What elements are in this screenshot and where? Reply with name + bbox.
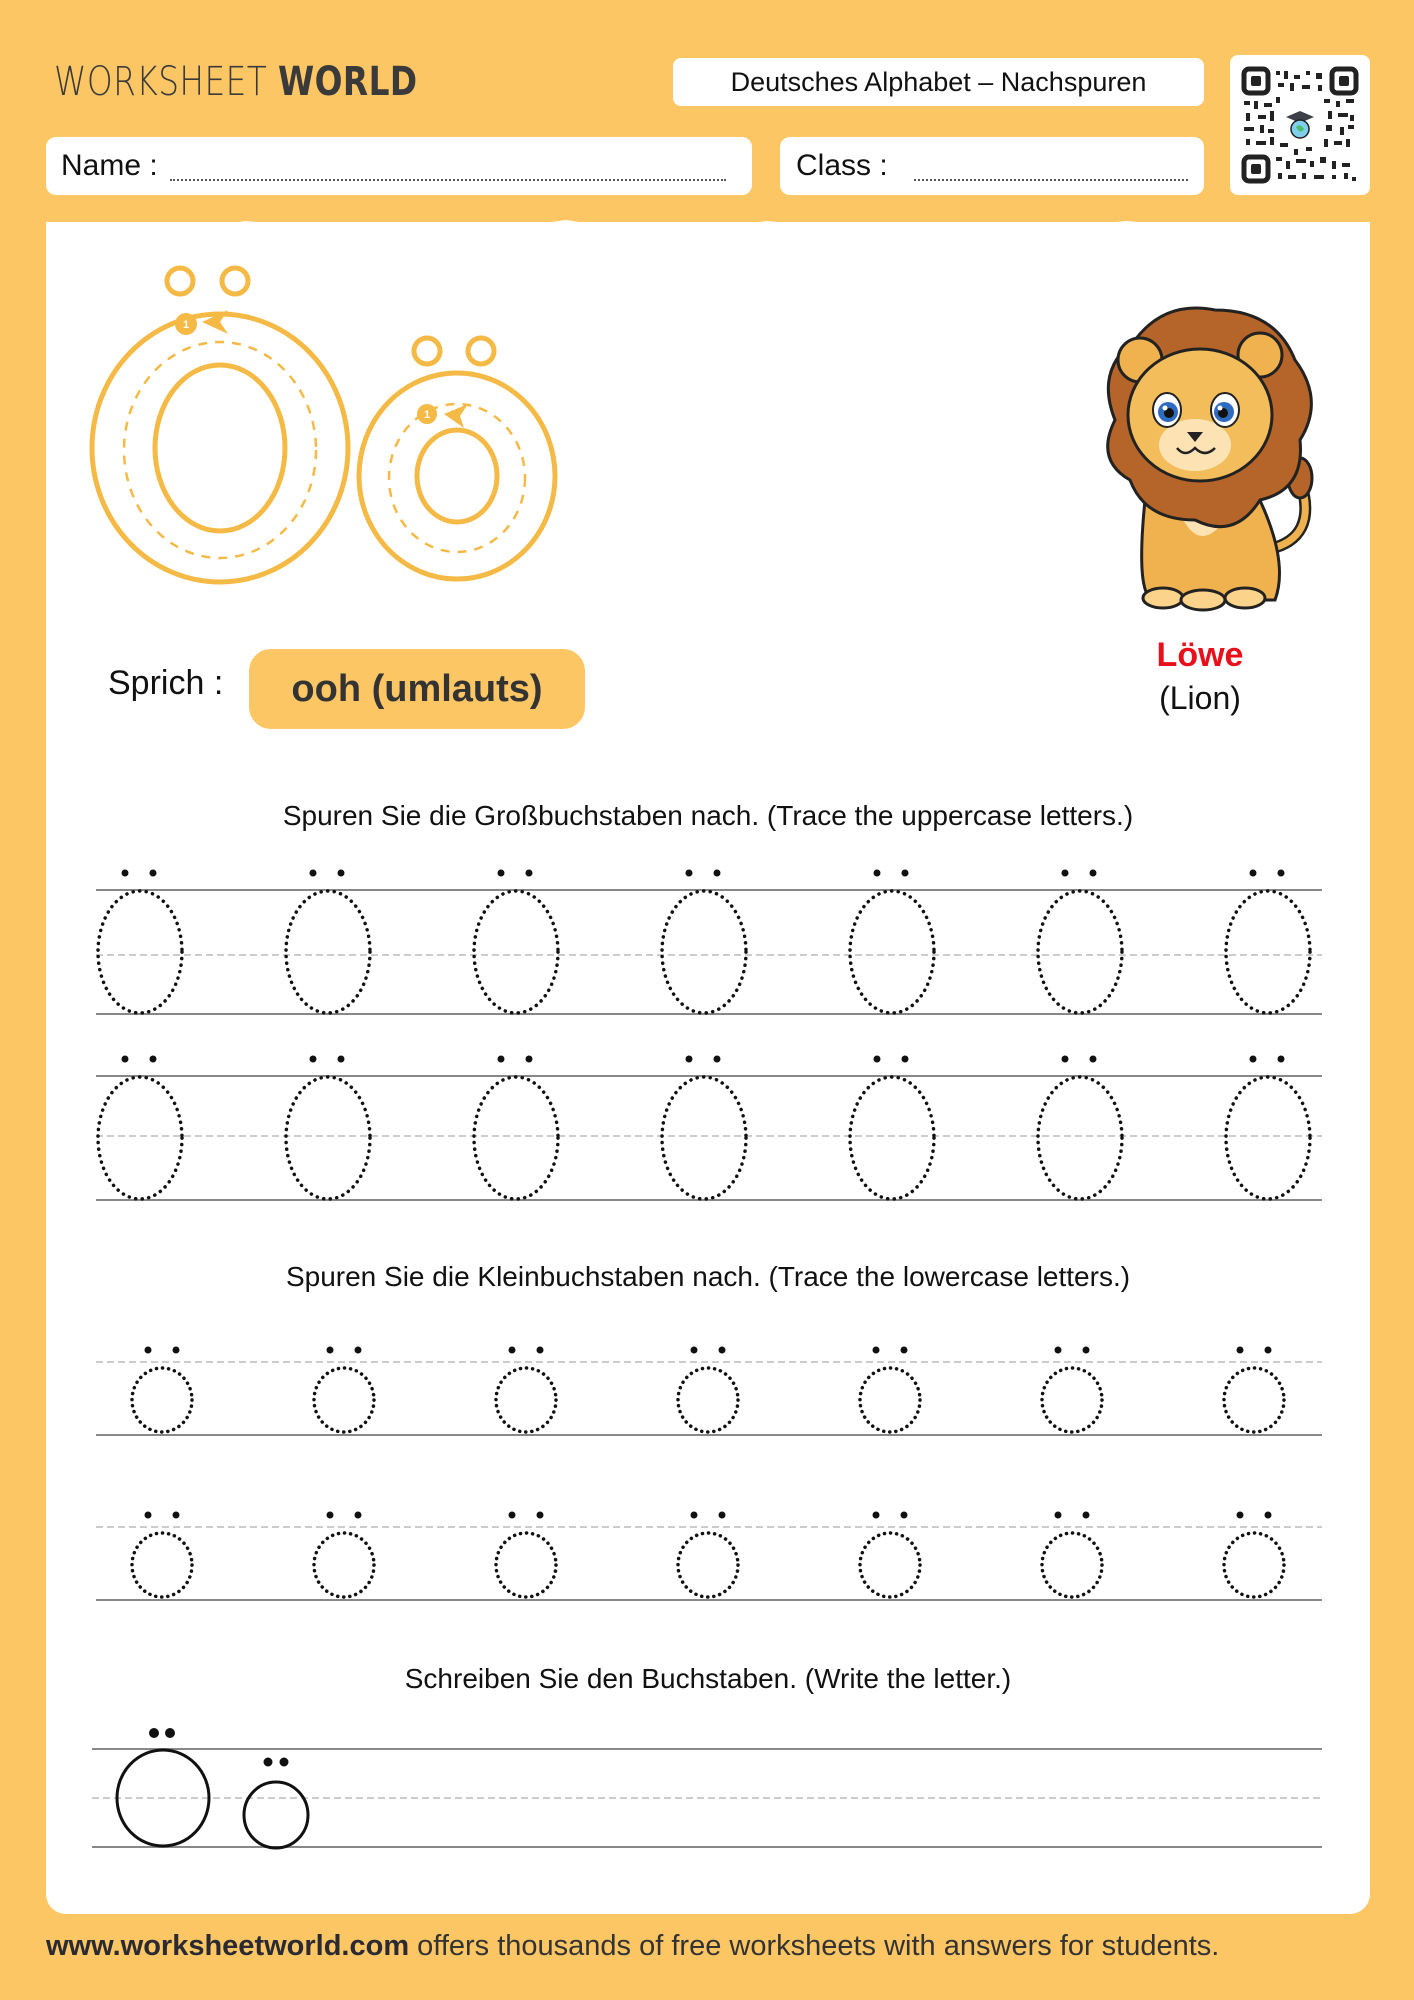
uppercase-trace-row[interactable] <box>96 1048 1322 1208</box>
lowercase-instruction: Spuren Sie die Kleinbuchstaben nach. (Trace the lowercase letters.) <box>285 1261 1131 1292</box>
example-translation: (Lion) <box>1159 680 1241 716</box>
class-field[interactable] <box>780 137 1204 195</box>
write-instruction: Schreiben Sie den Buchstaben. (Write the letter.) <box>404 1663 1012 1694</box>
pronunciation-badge: ooh (umlauts) <box>249 649 585 729</box>
footer-link[interactable]: www.worksheetworld.com <box>46 1930 410 1962</box>
lion-cartoon-icon <box>1085 300 1335 620</box>
uppercase-instruction: Spuren Sie die Großbuchstaben nach. (Trace the uppercase letters.) <box>282 800 1134 831</box>
class-input-line[interactable] <box>914 179 1188 181</box>
letter-outline-guide <box>82 258 572 598</box>
svg-text:1: 1 <box>423 409 431 421</box>
qr-code-icon[interactable] <box>1230 55 1370 195</box>
footer-text: www.worksheetworld.com offers thousands of free worksheets with answers for students. <box>46 1930 1220 1962</box>
class-label: Class : <box>796 149 888 182</box>
name-field[interactable] <box>46 137 752 195</box>
example-word: Löwe <box>1156 636 1244 674</box>
uppercase-trace-row[interactable] <box>96 862 1322 1022</box>
logo-text: WORKSHEET WORLD <box>54 59 418 105</box>
pronunciation-label: Sprich : <box>108 664 224 702</box>
logo <box>46 46 466 118</box>
lowercase-trace-row[interactable] <box>96 1335 1322 1441</box>
svg-text:1: 1 <box>182 319 190 331</box>
name-input-line[interactable] <box>170 179 726 181</box>
lowercase-trace-row[interactable] <box>96 1500 1322 1606</box>
worksheet-title: Deutsches Alphabet – Nachspuren <box>673 58 1204 106</box>
writing-practice-row[interactable] <box>92 1720 1322 1850</box>
name-label: Name : <box>61 149 158 182</box>
